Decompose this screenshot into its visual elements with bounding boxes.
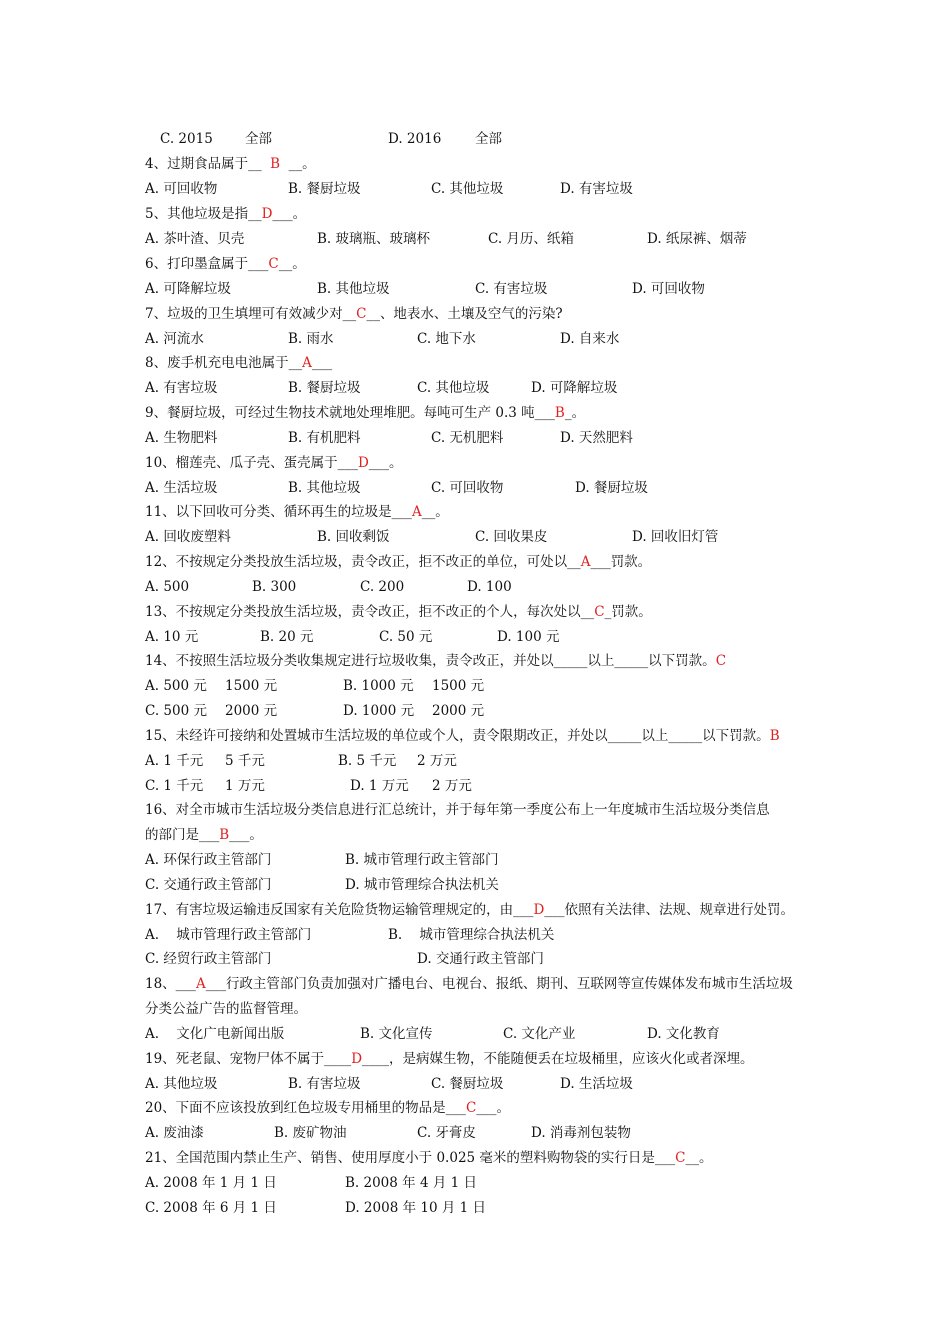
answer-letter: A [580,554,591,570]
question-line [145,1097,510,1119]
question-text: 21、全国范围内禁止生产、销售、使用厚度小于 0.025 毫米的塑料购物袋的实行日是___ [145,1150,676,1166]
question-text: 分类公益广告的监督管理。 [145,1001,307,1017]
answer-option: D. 交通行政主管部门 [417,951,544,967]
answer-option: D. 可回收物 [632,281,705,297]
answer-option: 2 万元 [432,778,472,794]
answer-option: C. 200 [360,579,405,595]
question-text: 8、废手机充电电池属于__ [145,355,303,371]
answer-option: A. 生物肥料 [145,430,218,446]
answer-option: D. 自来水 [560,331,620,347]
answer-option: A. 可回收物 [145,181,218,197]
answer-option: D. 100 元 [497,629,560,645]
question-text: 的部门是___ [145,827,220,843]
answer-option: C. 2015 [160,131,213,147]
question-line [145,203,306,225]
question-text-tail: _罚款。 [604,604,652,620]
answer-option: C. 其他垃圾 [417,380,490,396]
question-text-tail: ___ [311,355,333,371]
answer-option: B. 城市管理行政主管部门 [345,852,499,868]
question-text: 15、未经许可接纳和处置城市生活垃圾的单位或个人，责令限期改正，并处以_____以上_____以下罚款。 [145,728,770,744]
question-line [145,303,563,325]
answer-option: D. 100 [467,579,512,595]
answer-option: A. 城市管理行政主管部门 [145,927,312,943]
answer-option: C. 可回收物 [431,480,504,496]
question-text: 7、垃圾的卫生填埋可有效减少对__ [145,306,357,322]
question-line [145,1147,713,1169]
question-text: 6、打印墨盒属于___ [145,256,269,272]
question-text: 5、其他垃圾是指__ [145,206,262,222]
answer-letter: C [594,604,605,620]
answer-option: A. 500 [145,579,190,595]
answer-option: D. 1000 元 [343,703,415,719]
answer-letter: D [261,206,273,222]
answer-option: B. 有害垃圾 [288,1076,361,1092]
question-text-tail: ___。 [368,455,403,471]
question-text-tail: ___依照有关法律、法规、规章进行处罚。 [544,902,795,918]
answer-option: B. 其他垃圾 [288,480,361,496]
answer-option: B. 有机肥料 [288,430,361,446]
answer-option: A. 茶叶渣、贝壳 [145,231,245,247]
answer-letter: A [195,976,206,992]
answer-option: B. 5 千元 [338,753,397,769]
question-text: 17、有害垃圾运输违反国家有关危险货物运输管理规定的，由___ [145,902,534,918]
answer-option: C. 地下水 [417,331,476,347]
answer-option: 1 万元 [225,778,265,794]
question-text: 11、以下回收可分类、循环再生的垃圾是___ [145,504,412,520]
question-text-tail: ___。 [229,827,263,843]
answer-option: 1500 元 [225,678,278,694]
answer-option: A. 生活垃圾 [145,480,218,496]
question-line [145,402,585,424]
question-line [145,153,316,175]
question-text-tail: __。 [421,504,449,520]
answer-option: 5 千元 [225,753,265,769]
answer-option: C. 无机肥料 [431,430,504,446]
question-line [145,799,770,821]
answer-option: A. 500 元 [145,678,207,694]
answer-option: A. 其他垃圾 [145,1076,218,1092]
answer-option: D. 文化教育 [647,1026,720,1042]
answer-option: B. 20 元 [260,629,314,645]
question-text: 18、___ [145,976,196,992]
question-text: 10、榴莲壳、瓜子壳、蛋壳属于___ [145,455,358,471]
answer-option: 1500 元 [432,678,485,694]
answer-option: B. 城市管理综合执法机关 [388,927,555,943]
answer-letter: A [302,355,312,371]
question-line [145,650,726,672]
answer-option: C. 有害垃圾 [475,281,548,297]
answer-option: C. 1 千元 [145,778,204,794]
question-line [145,501,449,523]
answer-option: D. 2016 [388,131,442,147]
question-text: 12、不按规定分类投放生活垃圾，责令改正，拒不改正的单位，可处以__ [145,554,581,570]
question-text: 13、不按规定分类投放生活垃圾，责令改正，拒不改正的个人，每次处以__ [145,604,595,620]
answer-option: 2000 元 [225,703,278,719]
answer-letter: B [554,405,565,421]
question-text-tail: __、地表水、土壤及空气的污染? [366,306,563,322]
answer-option: 2 万元 [417,753,457,769]
question-text: 19、死老鼠、宠物尸体不属于____ [145,1051,352,1067]
question-text-tail: __。 [278,256,306,272]
answer-option: D. 生活垃圾 [560,1076,633,1092]
answer-letter: D [357,455,369,471]
answer-option: D. 有害垃圾 [560,181,633,197]
answer-option: B. 玻璃瓶、玻璃杯 [317,231,431,247]
answer-option: B. 1000 元 [343,678,414,694]
answer-letter: C [675,1150,686,1166]
question-text-tail: ____，是病媒生物，不能随便丢在垃圾桶里，应该火化或者深埋。 [362,1051,754,1067]
question-text: 20、下面不应该投放到红色垃圾专用桶里的物品是___ [145,1100,466,1116]
answer-option: D. 餐厨垃圾 [575,480,648,496]
answer-letter: C [356,306,367,322]
answer-option: D. 消毒剂包装物 [531,1125,631,1141]
answer-letter: D [351,1051,363,1067]
question-line [145,551,651,573]
answer-option: B. 300 [252,579,297,595]
answer-option: D. 2008 年 10 月 1 日 [345,1200,487,1216]
answer-option: B. 回收剩饭 [317,529,390,545]
answer-letter: B [270,156,281,172]
answer-option: B. 餐厨垃圾 [288,181,361,197]
answer-option: D. 1 万元 [350,778,409,794]
answer-option: A. 河流水 [145,331,204,347]
question-line [145,725,780,747]
answer-option: D. 天然肥料 [560,430,633,446]
answer-option: C. 其他垃圾 [431,181,504,197]
answer-option: D. 纸尿裤、烟蒂 [647,231,747,247]
answer-letter: C [268,256,279,272]
question-text-tail: ___行政主管部门负责加强对广播电台、电视台、报纸、期刊、互联网等宣传媒体发布城市生活垃圾 [205,976,793,992]
question-line [145,973,793,995]
answer-option: C. 文化产业 [503,1026,576,1042]
question-text: 14、不按照生活垃圾分类收集规定进行垃圾收集，责令改正，并处以_____以上_____以下罚款。 [145,653,716,669]
answer-letter: D [533,902,545,918]
question-line [145,1048,754,1070]
question-text: 16、对全市城市生活垃圾分类信息进行汇总统计，并于每年第一季度公布上一年度城市生活垃圾分类信息 [145,802,770,818]
answer-letter: B [769,728,780,744]
answer-letter: C [465,1100,477,1116]
answer-option: C. 交通行政主管部门 [145,877,272,893]
answer-option: B. 文化宣传 [360,1026,433,1042]
answer-option: 全部 [475,131,502,147]
answer-option: B. 餐厨垃圾 [288,380,361,396]
answer-letter: C [715,653,727,669]
answer-option: C. 500 元 [145,703,207,719]
answer-option: D. 可降解垃圾 [531,380,618,396]
answer-option: C. 50 元 [379,629,433,645]
question-line [145,998,307,1020]
question-line [145,253,306,275]
answer-option: D. 回收旧灯管 [632,529,719,545]
answer-option: A. 可降解垃圾 [145,281,231,297]
question-text-tail: __。 [280,156,316,172]
answer-option: A. 回收废塑料 [145,529,231,545]
answer-option: A. 10 元 [145,629,199,645]
answer-option: C. 月历、纸箱 [488,231,574,247]
answer-option: A. 文化广电新闻出版 [145,1026,285,1042]
answer-option: A. 1 千元 [145,753,204,769]
question-text: 4、过期食品属于__ [145,156,271,172]
question-line [145,452,403,474]
answer-option: B. 雨水 [288,331,334,347]
question-text-tail: __。 [685,1150,713,1166]
answer-option: C. 餐厨垃圾 [431,1076,504,1092]
answer-option: B. 废矿物油 [274,1125,347,1141]
question-line [145,352,332,374]
answer-option: C. 牙膏皮 [417,1125,476,1141]
answer-option: A. 废油漆 [145,1125,204,1141]
question-line [145,601,652,623]
answer-option: A. 环保行政主管部门 [145,852,272,868]
answer-option: 2000 元 [432,703,485,719]
answer-option: A. 有害垃圾 [145,380,218,396]
question-text-tail: ___罚款。 [590,554,652,570]
answer-option: C. 经贸行政主管部门 [145,951,272,967]
question-line [145,899,794,921]
question-text-tail: ___。 [272,206,307,222]
answer-option: C. 回收果皮 [475,529,548,545]
answer-option: D. 城市管理综合执法机关 [345,877,499,893]
answer-letter: B [219,827,230,843]
question-line [145,824,263,846]
answer-letter: A [411,504,422,520]
answer-option: B. 2008 年 4 月 1 日 [345,1175,477,1191]
answer-option: 全部 [245,131,272,147]
answer-option: B. 其他垃圾 [317,281,390,297]
answer-option: A. 2008 年 1 月 1 日 [145,1175,277,1191]
question-text-tail: _。 [564,405,586,421]
answer-option: C. 2008 年 6 月 1 日 [145,1200,277,1216]
question-text-tail: ___。 [476,1100,511,1116]
question-text: 9、餐厨垃圾，可经过生物技术就地处理堆肥。每吨可生产 0.3 吨___ [145,405,555,421]
